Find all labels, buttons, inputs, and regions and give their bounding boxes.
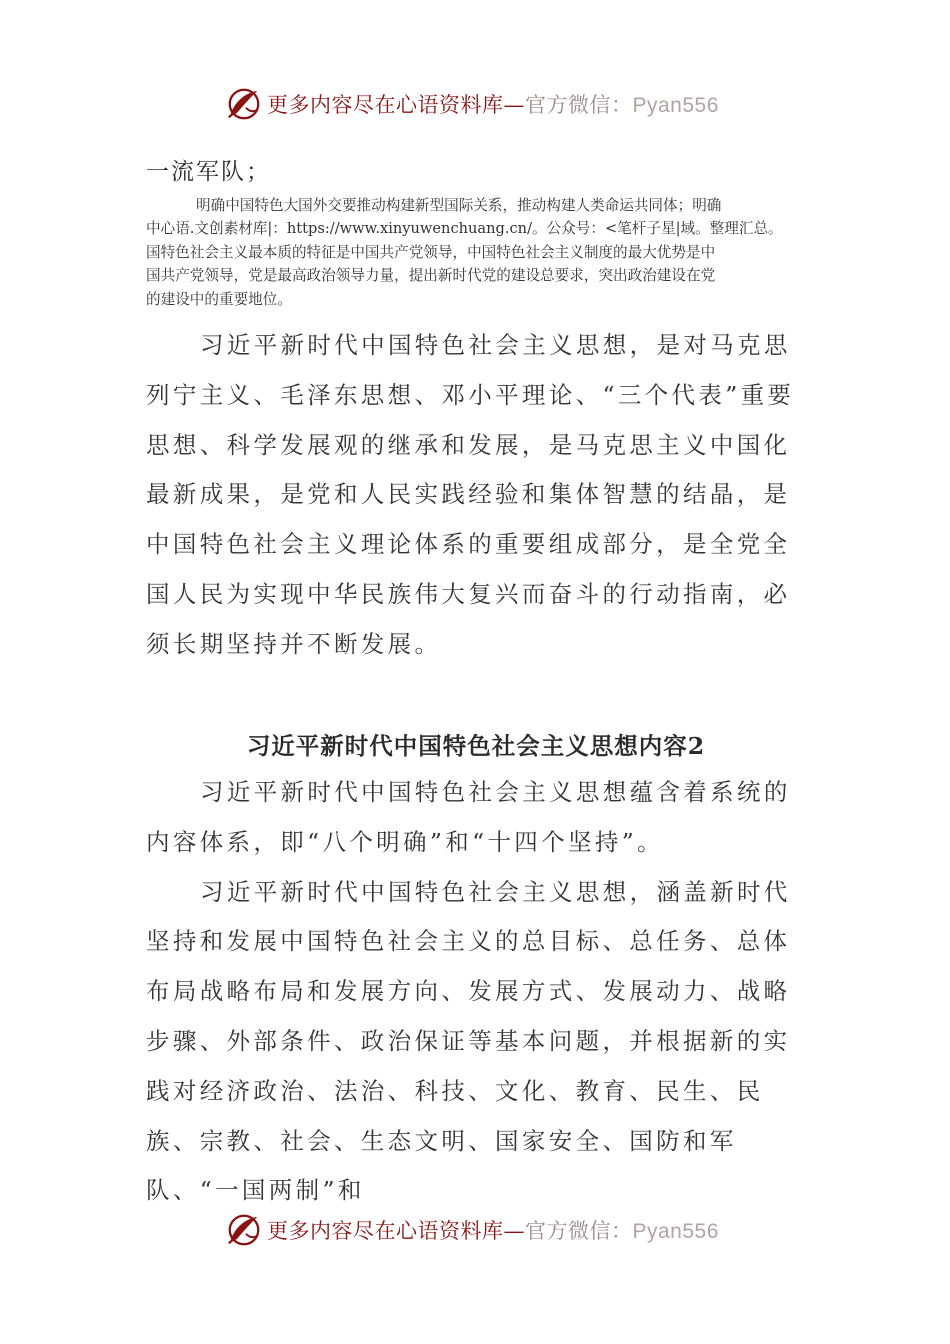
footer-banner	[225, 1210, 719, 1250]
pen-logo-icon	[225, 1211, 263, 1249]
banner-text: 更多内容尽在心语资料库—官方微信：Pyan556	[267, 93, 719, 117]
small-line: 中心语.文创素材库|：https://www.xinyuwenchuang.cn/。公众号：<笔杆子星|域。整理汇总。	[146, 220, 783, 238]
small-line: 国特色社会主义最本质的特征是中国共产党领导，中国特色社会主义制度的最大优势是中	[146, 243, 716, 261]
banner-text: 更多内容尽在心语资料库—官方微信：Pyan556	[267, 1219, 719, 1243]
text-line: 一流军队；	[146, 159, 271, 185]
pen-logo-icon	[225, 85, 263, 123]
paragraph-2	[146, 768, 806, 1216]
paragraph-text: 习近平新时代中国特色社会主义思想，涵盖新时代坚持和发展中国特色社会主义的总目标、总任务、总体布局战略布局和发展方向、发展方式、发展动力、战略步骤、外部条件、政治保证等基本问题，并根据新的实践对经济政治、法治、科技、文化、教育、民生、民族、宗教、社会、生态文明、国家安全、国防和军队、“一国两制”和	[146, 877, 791, 1205]
paragraph-text: 习近平新时代中国特色社会主义思想，是对马克思列宁主义、毛泽东思想、邓小平理论、“三个代表”重要思想、科学发展观的继承和发展，是马克思主义中国化最新成果，是党和人民实践经验和集体智慧的结晶，是中国特色社会主义理论体系的重要组成部分，是全党全国人民为实现中华民族伟大复兴而奋斗的行动指南，必须长期坚持并不断发展。	[146, 331, 795, 658]
small-line: 国共产党领导，党是最高政治领导力量，提出新时代党的建设总要求，突出政治建设在党	[146, 267, 716, 285]
section-heading: 习近平新时代中国特色社会主义思想内容2	[246, 732, 706, 760]
small-line: 的建设中的重要地位。	[146, 290, 292, 308]
small-paragraph	[146, 194, 810, 311]
paragraph-text: 习近平新时代中国特色社会主义思想蕴含着系统的内容体系，即“八个明确”和“十四个坚持”。	[146, 778, 791, 856]
small-line: 明确中国特色大国外交要推动构建新型国际关系，推动构建人类命运共同体；明确	[196, 197, 722, 214]
header-banner	[225, 84, 719, 124]
paragraph-1	[146, 321, 806, 670]
